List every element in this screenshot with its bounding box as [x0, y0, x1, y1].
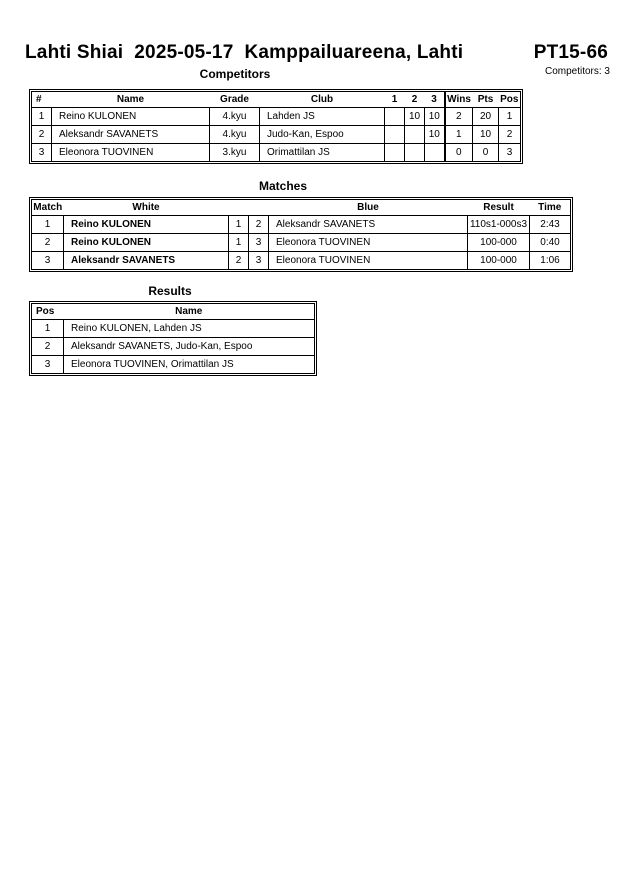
col-pos: Pos	[32, 304, 64, 320]
cell-result: 110s1-000s3	[468, 216, 530, 234]
cell-round1	[385, 108, 405, 126]
table-row	[32, 338, 315, 356]
col-blue-num	[249, 200, 269, 216]
table-row	[32, 126, 521, 144]
cell-white: Reino KULONEN	[64, 216, 229, 234]
cell-grade: 4.kyu	[210, 126, 260, 144]
cell-number: 3	[32, 144, 52, 162]
cell-round3: 10	[425, 126, 445, 144]
event-name: Lahti Shiai	[25, 42, 124, 63]
cell-round2: 10	[405, 108, 425, 126]
results-table	[29, 301, 317, 376]
competitors-table	[29, 89, 523, 164]
table-row	[32, 144, 521, 162]
cell-round2	[405, 126, 425, 144]
col-grade: Grade	[210, 92, 260, 108]
cell-time: 1:06	[530, 252, 571, 270]
col-white: White	[64, 200, 229, 216]
cell-white-num: 1	[229, 234, 249, 252]
cell-name: Aleksandr SAVANETS	[52, 126, 210, 144]
table-row	[32, 234, 571, 252]
cell-grade: 3.kyu	[210, 144, 260, 162]
cell-number: 2	[32, 126, 52, 144]
col-result: Result	[468, 200, 530, 216]
cell-pts: 20	[473, 108, 499, 126]
cell-club: Lahden JS	[260, 108, 385, 126]
competitors-header-row	[32, 92, 521, 108]
col-name: Name	[64, 304, 315, 320]
col-round1: 1	[385, 92, 405, 108]
cell-white-num: 2	[229, 252, 249, 270]
competitors-count: Competitors: 3	[544, 66, 610, 77]
cell-pts: 10	[473, 126, 499, 144]
col-wins: Wins	[445, 92, 473, 108]
col-number: #	[32, 92, 52, 108]
cell-wins: 2	[445, 108, 473, 126]
matches-header-row	[32, 200, 571, 216]
cell-name: Aleksandr SAVANETS, Judo-Kan, Espoo	[64, 338, 315, 356]
cell-white: Aleksandr SAVANETS	[64, 252, 229, 270]
col-round2: 2	[405, 92, 425, 108]
event-venue: Kamppailuareena, Lahti	[244, 42, 464, 63]
col-club: Club	[260, 92, 385, 108]
matches-section-title: Matches	[258, 179, 308, 193]
cell-pos: 1	[32, 320, 64, 338]
cell-name: Eleonora TUOVINEN	[52, 144, 210, 162]
col-pos: Pos	[499, 92, 521, 108]
cell-club: Orimattilan JS	[260, 144, 385, 162]
results-section-title: Results	[148, 284, 192, 298]
cell-result: 100-000	[468, 252, 530, 270]
cell-white-num: 1	[229, 216, 249, 234]
cell-blue-num: 3	[249, 252, 269, 270]
competitors-section-title: Competitors	[199, 67, 271, 81]
cell-round1	[385, 126, 405, 144]
cell-match: 1	[32, 216, 64, 234]
cell-white: Reino KULONEN	[64, 234, 229, 252]
cell-round3	[425, 144, 445, 162]
cell-blue-num: 3	[249, 234, 269, 252]
cell-grade: 4.kyu	[210, 108, 260, 126]
col-time: Time	[530, 200, 571, 216]
cell-round3: 10	[425, 108, 445, 126]
cell-pos: 3	[32, 356, 64, 374]
cell-blue: Eleonora TUOVINEN	[269, 252, 468, 270]
table-row	[32, 216, 571, 234]
cell-result: 100-000	[468, 234, 530, 252]
results-header-row	[32, 304, 315, 320]
cell-time: 0:40	[530, 234, 571, 252]
cell-round2	[405, 144, 425, 162]
matches-table	[29, 197, 573, 272]
col-white-num	[229, 200, 249, 216]
cell-name: Eleonora TUOVINEN, Orimattilan JS	[64, 356, 315, 374]
cell-round1	[385, 144, 405, 162]
cell-pts: 0	[473, 144, 499, 162]
col-pts: Pts	[473, 92, 499, 108]
col-name: Name	[52, 92, 210, 108]
table-row	[32, 356, 315, 374]
cell-match: 2	[32, 234, 64, 252]
cell-pos: 3	[499, 144, 521, 162]
cell-wins: 1	[445, 126, 473, 144]
cell-name: Reino KULONEN, Lahden JS	[64, 320, 315, 338]
cell-time: 2:43	[530, 216, 571, 234]
event-date: 2025-05-17	[134, 42, 234, 63]
cell-name: Reino KULONEN	[52, 108, 210, 126]
cell-pos: 1	[499, 108, 521, 126]
table-row	[32, 252, 571, 270]
col-round3: 3	[425, 92, 445, 108]
cell-pos: 2	[32, 338, 64, 356]
cell-blue: Aleksandr SAVANETS	[269, 216, 468, 234]
page-title	[25, 42, 608, 64]
table-row	[32, 320, 315, 338]
col-match: Match	[32, 200, 64, 216]
cell-number: 1	[32, 108, 52, 126]
cell-match: 3	[32, 252, 64, 270]
cell-wins: 0	[445, 144, 473, 162]
cell-pos: 2	[499, 126, 521, 144]
cell-blue: Eleonora TUOVINEN	[269, 234, 468, 252]
cell-blue-num: 2	[249, 216, 269, 234]
col-blue: Blue	[269, 200, 468, 216]
table-row	[32, 108, 521, 126]
category-code: PT15-66	[533, 42, 608, 63]
cell-club: Judo-Kan, Espoo	[260, 126, 385, 144]
